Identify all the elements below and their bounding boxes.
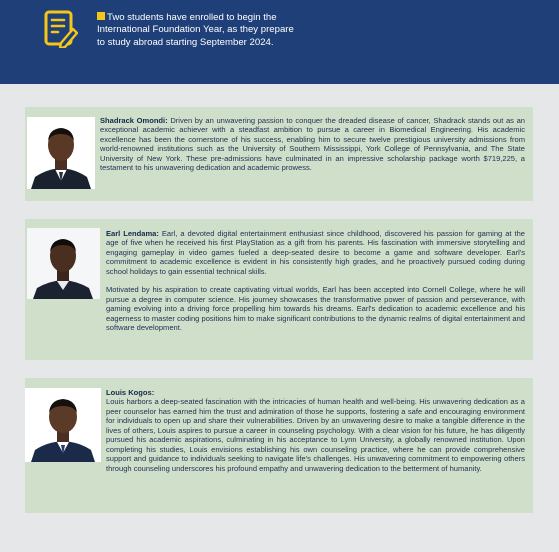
student-bio — [100, 116, 525, 173]
student-photo — [27, 228, 100, 299]
bio-paragraph: Earl, a devoted digital entertainment enthusiast since childhood, discovered his passion for gaming at the age of five when he received his first PlayStation as a gift from his parents. His fascination with immersive storytelling and engaging gameplay in video games fueled a deep-seated desire to become a game and software developer. Earl's commitment to academic excellence is evident in his consistently high grades, and he proactively pursued coding during school holidays to gain essential technical skills. — [106, 229, 525, 276]
bio-paragraph: Louis harbors a deep-seated fascination with the intricacies of human health and well-being. His unwavering dedication as a peer counselor has earned him the trust and admiration of those he supports, fostering a safe and encouraging environment for individuals to open up and share their vulnerabilities. Driven by an unwavering desire to make a tangible difference in the lives of others, Louis aspires to pursue a career in counseling psychology. With a clear vision for his future, he has diligently pursued his academic aspirations, culminating in his acceptance to Lynn University, a globally renowned institution. Upon completing his studies, Louis envisions establishing his own counseling practice, where he can provide comprehensive support and guidance to individuals seeking to navigate life's challenges. His unwavering commitment to empowering others through counseling underscores his profound empathy and unwavering dedication to the betterment of humanity. — [106, 397, 525, 473]
bio-paragraph: Motivated by his aspiration to create captivating virtual worlds, Earl has been accepted into Cornell College, where he will pursue a degree in computer science. His journey showcases the transformative power of passion and perseverance, with gaming evolving into a driving force propelling him towards his dreams. Earl's dedication to academic excellence and his eagerness to master coding positions him to make significant contributions to the dynamic realms of digital entertainment and software development. — [106, 285, 525, 333]
yellow-square-bullet-icon — [97, 12, 105, 20]
student-photo — [25, 388, 101, 462]
announcement-text: Two students have enrolled to begin the International Foundation Year, as they prepare to study abroad starting September 2024. — [97, 12, 294, 48]
student-card-louis — [25, 378, 533, 513]
student-photo — [27, 117, 95, 189]
student-name: Louis Kogos: — [106, 388, 155, 397]
student-card-shadrack — [25, 107, 533, 201]
header-banner — [0, 0, 559, 84]
student-bio — [106, 388, 525, 473]
student-name: Earl Lendama: — [106, 229, 159, 238]
student-card-earl — [25, 219, 533, 360]
student-bio — [106, 229, 525, 333]
document-edit-icon — [44, 10, 78, 48]
student-name: Shadrack Omondi: — [100, 116, 168, 125]
bio-paragraph: Driven by an unwavering passion to conquer the dreaded disease of cancer, Shadrack stands out as an exceptional academic achiever with a steadfast ambition to pursue a career in Biomedical Engineering. His academic excellence has been the cornerstone of his success, enabling him to secure twelve prestigious university admissions from world-renowned institutions such as the University of Southern Mississippi, York College of Pennsylvania, and The State University of New York. These pre-admissions have culminated in an impressive scholarship package worth $719,225, a testament to his unwavering dedication and academic prowess. — [100, 116, 525, 173]
